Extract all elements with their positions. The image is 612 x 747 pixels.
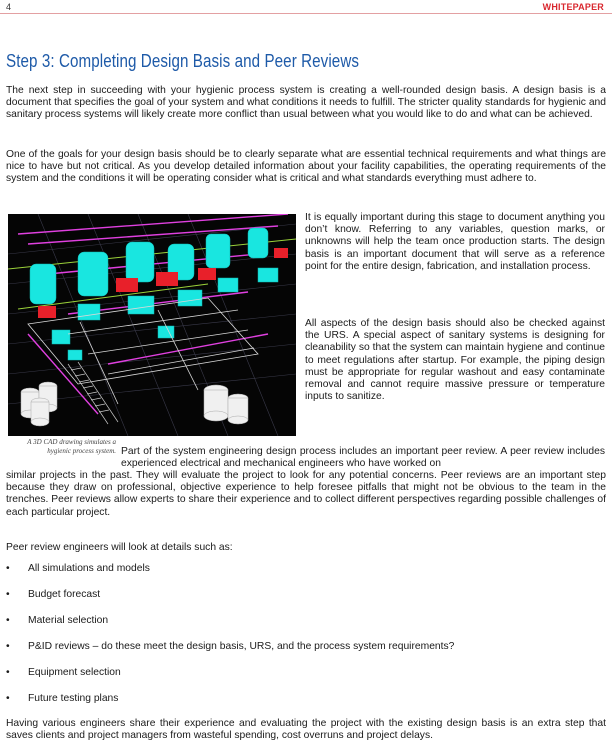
list-item-text: P&ID reviews – do these meet the design basis, URS, and the process system requirements? xyxy=(28,641,455,652)
paragraph-peer-review-details-intro: Peer review engineers will look at details such as: xyxy=(6,542,233,553)
paragraph-conclusion: Having various engineers share their experience and evaluating the project with the existing design basis is an extra step that saves clients and project managers from wasteful spending, cost overruns and project delays. xyxy=(6,718,606,742)
list-item xyxy=(6,615,606,641)
list-item-text: Future testing plans xyxy=(28,693,119,704)
peer-review-detail-list xyxy=(6,563,606,719)
paragraph-design-basis-intro: The next step in succeeding with your hygienic process system is creating a well-rounded design basis. A design basis is a document that specifies the goal of your system and what conditions it needs to fulfill. The stricter quality standards for hygienic and sanitary process systems will likely create more conflict than usual between what you would like to do and what can be achieved. xyxy=(6,85,606,121)
cad-drawing-image xyxy=(8,214,296,436)
list-item xyxy=(6,563,606,589)
bullet-icon: • xyxy=(6,641,10,652)
header-divider xyxy=(0,13,612,14)
bullet-icon: • xyxy=(6,667,10,678)
list-item-text: Budget forecast xyxy=(28,589,101,600)
document-type-label: WHITEPAPER xyxy=(542,2,604,12)
page-header xyxy=(0,0,612,14)
bullet-icon: • xyxy=(6,563,10,574)
list-item-text: All simulations and models xyxy=(28,563,150,574)
paragraph-urs-check: All aspects of the design basis should also be checked against the URS. A special aspect of sanitary systems is designing for cleanability so that the system can maintain hygiene and continue to meet regulations after startup. For example, the piping design must be appropriate for regular washout and easy contaminate removal and cannot require massive pressure or temperature inputs to sanitize. xyxy=(305,318,605,403)
bullet-icon: • xyxy=(6,615,10,626)
paragraph-design-basis-goals: One of the goals for your design basis should be to clearly separate what are essential technical requirements and what things are nice to have but not critical. As you develop detailed information about your facility capabilities, the operating requirements of the system and the conditions it will be operating consider what is critical and what standards everything must adhere to. xyxy=(6,149,606,185)
figure-caption: A 3D CAD drawing simulates a hygienic process system. xyxy=(27,438,116,455)
section-title: Step 3: Completing Design Basis and Peer Reviews xyxy=(6,50,360,71)
list-item xyxy=(6,667,606,693)
page-number: 4 xyxy=(6,2,12,12)
list-item xyxy=(6,693,606,719)
paragraph-peer-review-start: Part of the system engineering design process includes an important peer review. A peer review includes experienced electrical and mechanical engineers who have worked on xyxy=(121,446,605,470)
paragraph-document-unknowns: It is equally important during this stage to document anything you don’t know. Referring to any variables, question marks, or unknowns will help the team once production starts. The design basis is an important document that will serve as a reference point for the entire design, fabrication, and installation process. xyxy=(305,212,605,272)
list-item-text: Equipment selection xyxy=(28,667,121,678)
paragraph-peer-review-continued: similar projects in the past. They will evaluate the project to look for any potential concerns. Peer reviews are an important step because they draw on professional, objective experience to help foresee pitfalls that might not be obvious to the team in the trenches. Peer reviews allow experts to share their experience and to collect different perspectives regarding possible challenges of each particular project. xyxy=(6,470,606,518)
list-item xyxy=(6,641,606,667)
list-item-text: Material selection xyxy=(28,615,109,626)
bullet-icon: • xyxy=(6,589,10,600)
list-item xyxy=(6,589,606,615)
bullet-icon: • xyxy=(6,693,10,704)
